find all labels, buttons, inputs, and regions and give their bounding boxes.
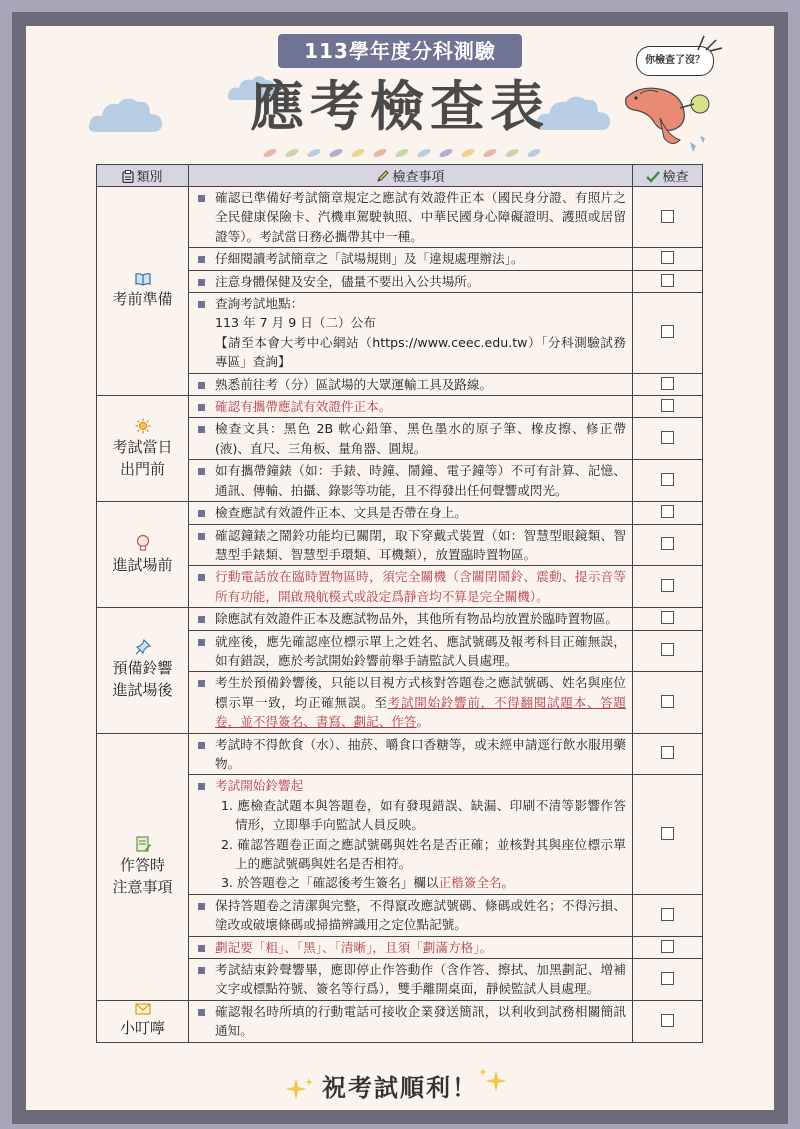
- list-item: [189, 775, 633, 894]
- list-item: 仔細閱讀考試簡章之「試場規則」及「違規處理辦法」。: [189, 248, 633, 270]
- category-reminder: [97, 1000, 189, 1042]
- checkbox-cell[interactable]: [633, 418, 703, 460]
- pencil-icon: [376, 169, 390, 183]
- list-item: 保持答題卷之清潔與完整，不得竄改應試號碼、條碼或姓名；不得污損、塗改或破壞條碼或掃描辨識用之定位點記號。: [189, 894, 633, 936]
- checkbox-cell[interactable]: [633, 270, 703, 292]
- checkbox-cell[interactable]: [633, 936, 703, 958]
- category-label: 作答時: [119, 855, 165, 874]
- item-warning-text: 考試開始鈴響前，不得翻閱試題本、答題卷，並不得簽名、書寫、劃記、作答: [215, 694, 627, 730]
- header-item: [189, 165, 633, 187]
- header-check: [633, 165, 703, 187]
- category-label: 出門前: [119, 459, 165, 478]
- category-label: 進試場後: [112, 681, 173, 700]
- list-item: [189, 293, 633, 374]
- checkbox-cell[interactable]: [633, 894, 703, 936]
- list-item: 確認有攜帶應試有效證件正本。: [189, 396, 633, 418]
- list-item: 就座後，應先確認座位標示單上之姓名、應試號碼及報考科目正確無誤，如有錯誤，應於考試開始鈴響前舉手請監試人員處理。: [189, 630, 633, 672]
- list-item: 劃記要「粗」、「黑」、「清晰」，且須「劃滿方格」。: [189, 936, 633, 958]
- checkbox-cell[interactable]: [633, 373, 703, 395]
- list-item: 檢查文具：黑色 2B 軟心鉛筆、黑色墨水的原子筆、橡皮擦、修正帶(液)、直尺、三角板、量角器、圓規。: [189, 418, 633, 460]
- checklist-table: [96, 164, 703, 1043]
- envelope-icon: [135, 1003, 151, 1015]
- item-subpoint: [215, 873, 626, 892]
- book-icon: [135, 272, 151, 286]
- list-item: 確認已準備好考試簡章規定之應試有效證件正本（國民身分證、有照片之全民健康保險卡、汽機車駕駛執照、中華民國身心障礙證明、護照或居留證等）。考試當日務必攜帶其中一種。: [189, 187, 633, 248]
- checkbox[interactable]: [661, 579, 674, 592]
- item-line: 查詢考試地點：: [215, 296, 304, 312]
- category-label: 注意事項: [112, 877, 173, 896]
- checkbox[interactable]: [661, 746, 674, 759]
- checkbox[interactable]: [661, 972, 674, 985]
- item-text: 3. 於答題卷之「確認後考生簽名」欄以: [221, 875, 439, 891]
- checkbox-cell[interactable]: [633, 187, 703, 248]
- item-text: 考生於預備鈴響後，只能以目視方式核對答題卷之應試號碼、姓名與座位標示單一致，均正確無誤。至: [215, 675, 626, 710]
- category-enter: [97, 502, 189, 608]
- list-item: 考試結束鈴聲響畢，應即停止作答動作（含作答、擦拭、加黑劃記、增補文字或標點符號、簽名等行爲），雙手離開桌面，靜候監試人員處理。: [189, 959, 633, 1001]
- checkmark-icon: [646, 171, 660, 183]
- checkbox[interactable]: [661, 537, 674, 550]
- lightbulb-icon: [136, 534, 150, 552]
- exam-badge: 113學年度分科測驗: [278, 34, 522, 68]
- list-item: 檢查應試有效證件正本、文具是否帶在身上。: [189, 502, 633, 524]
- category-prep: [97, 187, 189, 396]
- clipboard-icon: [122, 170, 134, 183]
- header-check-label: 檢查: [662, 170, 689, 185]
- checkbox[interactable]: [661, 377, 674, 390]
- category-label: 進試場前: [112, 555, 173, 574]
- list-item: 如有攜帶鐘錶（如：手錶、時鐘、鬧鐘、電子鐘等）不可有計算、記憶、通訊、傳輸、拍攝、錄影等功能，且不得發出任何聲響或閃光。: [189, 460, 633, 502]
- checkbox[interactable]: [661, 274, 674, 287]
- speech-bubble: 你檢查了沒？: [636, 46, 714, 76]
- item-text: 。: [501, 875, 515, 891]
- list-item: 行動電話放在臨時置物區時，須完全關機（含關閉鬧鈴、震動、提示音等所有功能，開啟飛航模式或設定爲靜音均不算是完全關機）。: [189, 566, 633, 608]
- checkbox[interactable]: [661, 643, 674, 656]
- checkbox-cell[interactable]: [633, 293, 703, 374]
- header-category-label: 類別: [136, 170, 163, 185]
- fish-mascot-icon: [620, 78, 720, 158]
- checkbox-cell[interactable]: [633, 460, 703, 502]
- category-answer: [97, 733, 189, 1000]
- checkbox[interactable]: [661, 827, 674, 840]
- item-line: 【請至本會大考中心網站（https://www.ceec.edu.tw）「分科測驗試務專區」查詢】: [215, 334, 626, 370]
- category-label: 小叮嚀: [119, 1019, 165, 1038]
- item-subpoint: 2. 確認答題卷正面之應試號碼與姓名是否正確；並核對其與座位標示單上的應試號碼與姓名是否相符。: [221, 836, 626, 871]
- checkbox-cell[interactable]: [633, 608, 703, 630]
- checkbox-cell[interactable]: [633, 733, 703, 775]
- item-line: 113 年 7 月 9 日（二）公布: [215, 315, 376, 331]
- list-item: 除應試有效證件正本及應試物品外，其他所有物品均放置於臨時置物區。: [189, 608, 633, 630]
- table-header-row: [97, 165, 703, 187]
- list-item: 注意身體保健及安全，儘量不要出入公共場所。: [189, 270, 633, 292]
- table-row: [97, 1000, 703, 1042]
- checkbox[interactable]: [661, 695, 674, 708]
- category-label: 考前準備: [112, 290, 173, 309]
- sun-icon: [135, 418, 151, 434]
- page-title: 應考檢查表: [250, 74, 550, 138]
- checkbox[interactable]: [661, 325, 674, 338]
- checkbox-cell[interactable]: [633, 396, 703, 418]
- list-item: 確認鐘錶之鬧鈴功能均已關閉，取下穿戴式裝置（如：智慧型眼鏡類、智慧型手錶類、智慧型手環類、耳機類），放置臨時置物區。: [189, 524, 633, 566]
- header-item-label: 檢查事項: [392, 170, 445, 185]
- checkbox[interactable]: [661, 908, 674, 921]
- category-dayof: [97, 396, 189, 502]
- checkbox[interactable]: [661, 473, 674, 486]
- checkbox-cell[interactable]: [633, 524, 703, 566]
- checkbox-cell[interactable]: [633, 248, 703, 270]
- category-bell: [97, 608, 189, 733]
- frame-left: [12, 12, 26, 1124]
- checkbox[interactable]: [661, 505, 674, 518]
- list-item: [189, 672, 633, 733]
- frame-bottom: [12, 1110, 788, 1124]
- checkbox[interactable]: [661, 611, 674, 624]
- footer-wish: 祝考試順利！: [322, 1074, 478, 1102]
- pushpin-icon: [135, 639, 151, 655]
- checkbox[interactable]: [661, 210, 674, 223]
- checkbox[interactable]: [661, 431, 674, 444]
- table-row: [97, 502, 703, 524]
- checkbox-cell[interactable]: [633, 1000, 703, 1042]
- list-item: 確認報名時所填的行動電話可接收企業發送簡訊，以利收到試務相關簡訊通知。: [189, 1000, 633, 1042]
- category-label: 考試當日: [112, 437, 173, 456]
- list-item: 熟悉前往考（分）區試場的大眾運輸工具及路線。: [189, 373, 633, 395]
- leaf-divider-icon: [262, 146, 542, 160]
- item-subpoint: 1. 應檢查試題本與答題卷，如有發現錯誤、缺漏、印刷不清等影響作答情形，立即舉手向監試人員反映。: [221, 797, 626, 833]
- sparkle-lines-icon: [694, 30, 724, 52]
- item-heading: 考試開始鈴響起: [215, 778, 304, 794]
- memo-icon: [135, 836, 151, 852]
- list-item: 考試時不得飲食（水）、抽菸、嚼食口香糖等，或未經申請逕行飲水服用藥物。: [189, 733, 633, 775]
- checkbox-cell[interactable]: [633, 566, 703, 608]
- checkbox[interactable]: [661, 251, 674, 264]
- frame-top: [12, 12, 788, 26]
- sparkle-icon: [478, 1066, 510, 1096]
- frame-right: [774, 12, 788, 1124]
- checkbox[interactable]: [661, 1014, 674, 1027]
- table-row: [97, 396, 703, 418]
- checkbox-cell[interactable]: [633, 775, 703, 894]
- checkbox[interactable]: [661, 399, 674, 412]
- table-row: [97, 608, 703, 630]
- item-text: 。: [416, 714, 430, 730]
- checkbox-cell[interactable]: [633, 672, 703, 733]
- table-row: [97, 187, 703, 248]
- checkbox-cell[interactable]: [633, 502, 703, 524]
- header-category: [97, 165, 189, 187]
- category-label: 預備鈴響: [112, 659, 173, 678]
- checkbox-cell[interactable]: [633, 630, 703, 672]
- table-row: [97, 733, 703, 775]
- checkbox-cell[interactable]: [633, 959, 703, 1001]
- item-warning-text: 正楷簽全名: [438, 875, 502, 891]
- checkbox[interactable]: [661, 940, 674, 953]
- cloud-icon: [86, 92, 166, 138]
